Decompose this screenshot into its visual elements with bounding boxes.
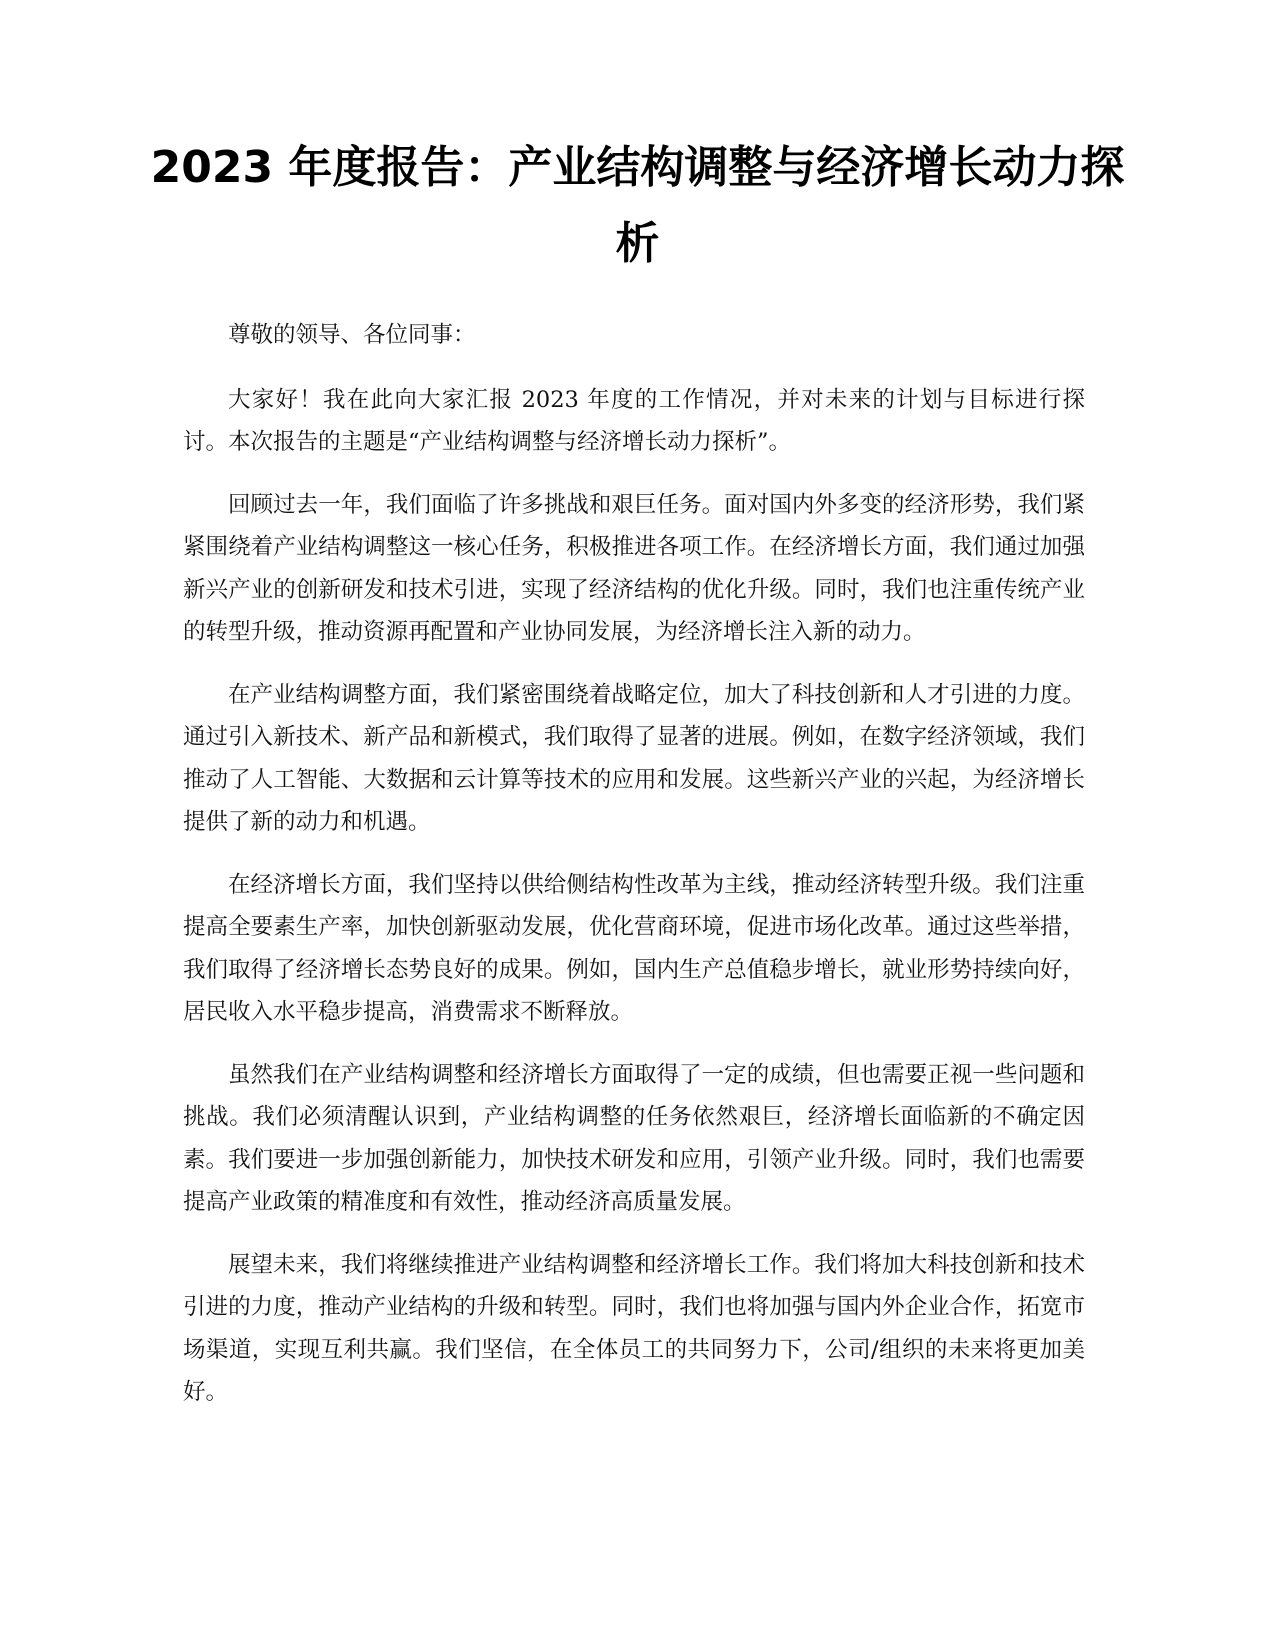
paragraph: 在经济增长方面，我们坚持以供给侧结构性改革为主线，推动经济转型升级。我们注重提高全要素生产率，加快创新驱动发展，优化营商环境，促进市场化改革。通过这些举措，我们取得了经济增长态势良好的成果。例如，国内生产总值稳步增长，就业形势持续向好，居民收入水平稳步提高，消费需求不断释放。 (183, 871, 1085, 1025)
salutation: 尊敬的领导、各位同事： (228, 322, 476, 348)
paragraph: 大家好！我在此向大家汇报 2023 年度的工作情况，并对未来的计划与目标进行探讨。本次报告的主题是“产业结构调整与经济增长动力探析”。 (183, 386, 1085, 455)
paragraph: 回顾过去一年，我们面临了许多挑战和艰巨任务。面对国内外多变的经济形势，我们紧紧围绕着产业结构调整这一核心任务，积极推进各项工作。在经济增长方面，我们通过加强新兴产业的创新研发和技术引进，实现了经济结构的优化升级。同时，我们也注重传统产业的转型升级，推动资源再配置和产业协同发展，为经济增长注入新的动力。 (183, 491, 1085, 645)
report-title: 2023 年度报告：产业结构调整与经济增长动力探析 (150, 142, 1125, 269)
document-body (183, 314, 1085, 1434)
paragraph: 在产业结构调整方面，我们紧密围绕着战略定位，加大了科技创新和人才引进的力度。通过引入新技术、新产品和新模式，我们取得了显著的进展。例如，在数字经济领域，我们推动了人工智能、大数据和云计算等技术的应用和发展。这些新兴产业的兴起，为经济增长提供了新的动力和机遇。 (183, 681, 1085, 835)
paragraph: 展望未来，我们将继续推进产业结构调整和经济增长工作。我们将加大科技创新和技术引进的力度，推动产业结构的升级和转型。同时，我们也将加强与国内外企业合作，拓宽市场渠道，实现互利共赢。我们坚信，在全体员工的共同努力下，公司/组织的未来将更加美好。 (183, 1251, 1085, 1405)
paragraph: 虽然我们在产业结构调整和经济增长方面取得了一定的成绩，但也需要正视一些问题和挑战。我们必须清醒认识到，产业结构调整的任务依然艰巨，经济增长面临新的不确定因素。我们要进一步加强创新能力，加快技术研发和应用，引领产业升级。同时，我们也需要提高产业政策的精准度和有效性，推动经济高质量发展。 (183, 1061, 1085, 1215)
title-block (150, 130, 1125, 282)
